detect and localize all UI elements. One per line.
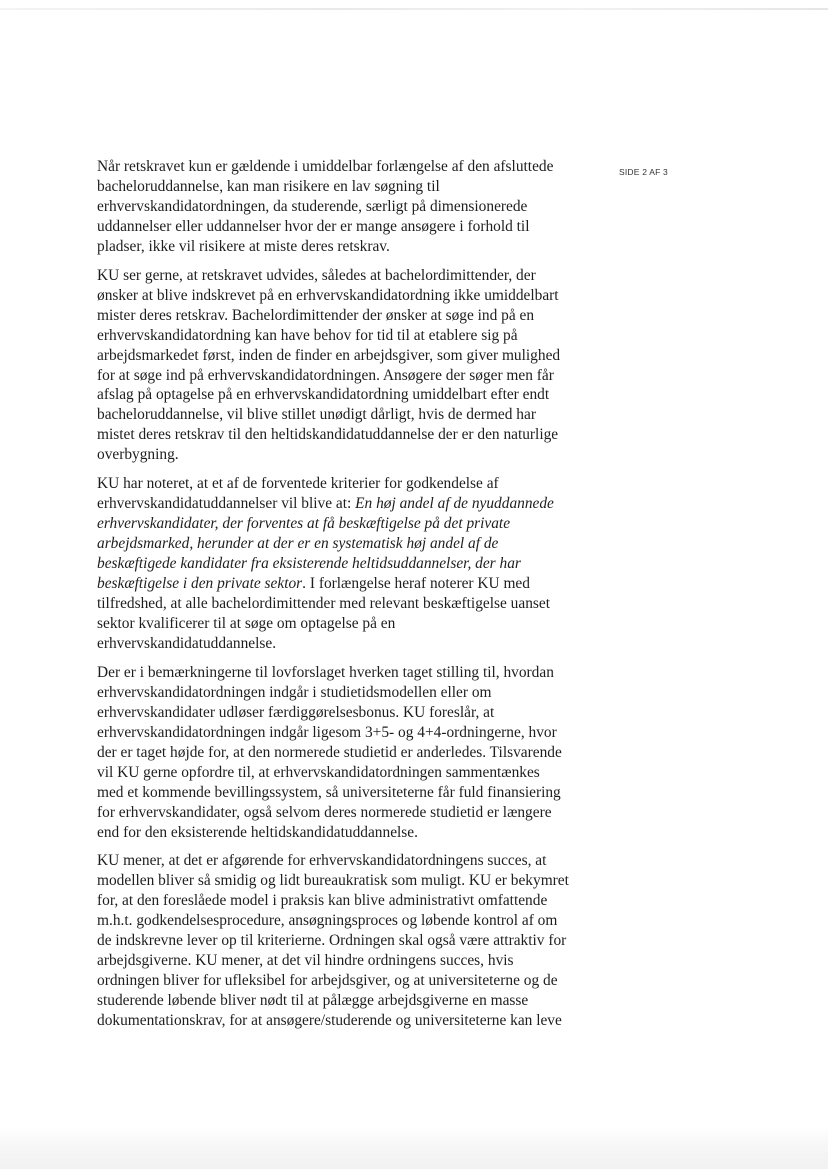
text-line [97, 346, 581, 366]
text-line [97, 951, 581, 971]
letter-body [97, 157, 581, 1040]
text-line [97, 663, 581, 683]
text-segment: de indskrevne lever op til kriterierne. Ordningen skal også være attraktiv for [97, 932, 567, 950]
text-line [97, 514, 581, 534]
italic-quote-segment: beskæftigede kandidater fra eksisterende heltidsuddannelser, der har [97, 555, 521, 573]
text-line [97, 494, 581, 514]
text-line [97, 534, 581, 554]
text-line [97, 871, 581, 891]
text-segment: end for den eksisterende heltidskandidatuddannelse. [97, 823, 418, 841]
text-line [97, 614, 581, 634]
text-line [97, 703, 581, 723]
text-line [97, 197, 581, 217]
body-paragraph [97, 851, 581, 1031]
text-segment: for, at den foreslåede model i praksis kan blive administrativt omfattende [97, 892, 548, 910]
text-segment: modellen bliver så smidig og lidt bureaukratisk som muligt. KU er bekymret [97, 872, 569, 890]
text-segment: bacheloruddannelse, vil blive stillet unødigt dårligt, hvis de dermed har [97, 406, 536, 424]
text-segment: sektor kvalificerer til at søge om optagelse på en [97, 614, 396, 632]
body-paragraph [97, 474, 581, 654]
italic-quote-segment: beskæftigelse i den private sektor [97, 575, 303, 593]
text-line [97, 326, 581, 346]
text-line [97, 851, 581, 871]
text-line [97, 574, 581, 594]
scan-edge-bottom [0, 1128, 828, 1169]
italic-quote-segment: En høj andel af de nyuddannede [355, 495, 554, 513]
text-segment: afslag på optagelse på en erhvervskandidatordning umiddelbart efter endt [97, 386, 550, 404]
text-segment: erhvervskandidatuddannelse. [97, 634, 277, 652]
text-line [97, 217, 581, 237]
italic-quote-segment: erhvervskandidater, der forventes at få beskæftigelse på det private [97, 515, 511, 533]
text-line [97, 237, 581, 257]
body-paragraph [97, 157, 581, 257]
text-segment: KU ser gerne, at retskravet udvides, således at bachelordimittender, der [97, 266, 536, 284]
text-line [97, 823, 581, 843]
text-line [97, 683, 581, 703]
text-line [97, 366, 581, 386]
text-line [97, 723, 581, 743]
text-segment: tilfredshed, at alle bachelordimittender med relevant beskæftigelse uanset [97, 595, 551, 613]
text-line [97, 783, 581, 803]
text-segment: KU har noteret, at et af de forventede kriterier for godkendelse af [97, 475, 499, 493]
text-line [97, 911, 581, 931]
text-segment: mistet deres retskrav til den heltidskandidatuddannelse der er den naturlige [97, 426, 559, 444]
text-segment: erhvervskandidatordningen indgår ligesom 3+5- og 4+4-ordningerne, hvor [97, 723, 557, 741]
text-segment: m.h.t. godkendelsesprocedure, ansøgningsproces og løbende kontrol af om [97, 912, 558, 930]
text-segment: . I forlængelse heraf noterer KU med [302, 575, 530, 593]
text-line [97, 306, 581, 326]
scan-edge-top [0, 8, 828, 10]
text-segment: dokumentationskrav, for at ansøgere/studerende og universiteterne kan leve [97, 1012, 562, 1030]
text-line [97, 425, 581, 445]
text-line [97, 405, 581, 425]
text-line [97, 743, 581, 763]
body-paragraph [97, 663, 581, 843]
text-segment: der er taget højde for, at den normerede studietid er anderledes. Tilsvarende [97, 743, 562, 761]
text-line [97, 803, 581, 823]
text-segment: erhvervskandidater udløser færdiggørelsesbonus. KU foreslår, at [97, 703, 495, 721]
text-line [97, 891, 581, 911]
text-segment: Der er i bemærkningerne til lovforslaget hverken taget stilling til, hvordan [97, 663, 554, 681]
text-segment: erhvervskandidatordningen indgår i studietidsmodellen eller om [97, 683, 492, 701]
text-line [97, 157, 581, 177]
text-segment: bacheloruddannelse, kan man risikere en lav søgning til [97, 177, 440, 195]
text-segment: KU mener, at det er afgørende for erhvervskandidatordningens succes, at [97, 852, 547, 870]
text-segment: overbygning. [97, 446, 179, 464]
text-segment: ønsker at blive indskrevet på en erhvervskandidatordning ikke umiddelbart [97, 286, 559, 304]
text-line [97, 474, 581, 494]
text-line [97, 931, 581, 951]
text-segment: arbejdsmarkedet først, inden de finder en arbejdsgiver, som giver mulighed [97, 346, 561, 364]
text-line [97, 971, 581, 991]
text-line [97, 991, 581, 1011]
text-segment: erhvervskandidatordningen, da studerende, særligt på dimensionerede [97, 197, 528, 215]
text-segment: erhvervskandidatordning kan have behov for tid til at etablere sig på [97, 326, 518, 344]
text-segment: ordningen bliver for ufleksibel for arbejdsgiver, og at universiteterne og de [97, 972, 558, 990]
text-line [97, 1011, 581, 1031]
text-segment: vil KU gerne opfordre til, at erhvervskandidatordningen sammentænkes [97, 763, 540, 781]
text-segment: for erhvervskandidater, også selvom deres normerede studietid er længere [97, 803, 552, 821]
text-segment: erhvervskandidatuddannelser vil blive at: [97, 495, 356, 513]
text-segment: med et kommende bevillingssystem, så universiteterne får fuld finansiering [97, 783, 561, 801]
body-paragraph [97, 266, 581, 466]
text-line [97, 286, 581, 306]
text-line [97, 763, 581, 783]
text-segment: mister deres retskrav. Bachelordimittender der ønsker at søge ind på en [97, 306, 535, 324]
text-line [97, 554, 581, 574]
text-segment: for at søge ind på erhvervskandidatordningen. Ansøgere der søger men får [97, 366, 554, 384]
text-line [97, 594, 581, 614]
text-segment: Når retskravet kun er gældende i umiddelbar forlængelse af den afsluttede [97, 158, 554, 175]
page-number: SIDE 2 AF 3 [619, 167, 668, 177]
text-line [97, 177, 581, 197]
text-segment: uddannelser eller uddannelser hvor der er mange ansøgere i forhold til [97, 217, 530, 235]
text-line [97, 634, 581, 654]
text-line [97, 266, 581, 286]
text-line [97, 385, 581, 405]
text-segment: pladser, ikke vil risikere at miste deres retskrav. [97, 237, 390, 255]
italic-quote-segment: arbejdsmarked, herunder at der er en systematisk høj andel af de [97, 535, 499, 553]
text-segment: arbejdsgiverne. KU mener, at det vil hindre ordningens succes, hvis [97, 952, 514, 970]
text-line [97, 445, 581, 465]
text-segment: studerende løbende bliver nødt til at pålægge arbejdsgiverne en masse [97, 992, 529, 1010]
